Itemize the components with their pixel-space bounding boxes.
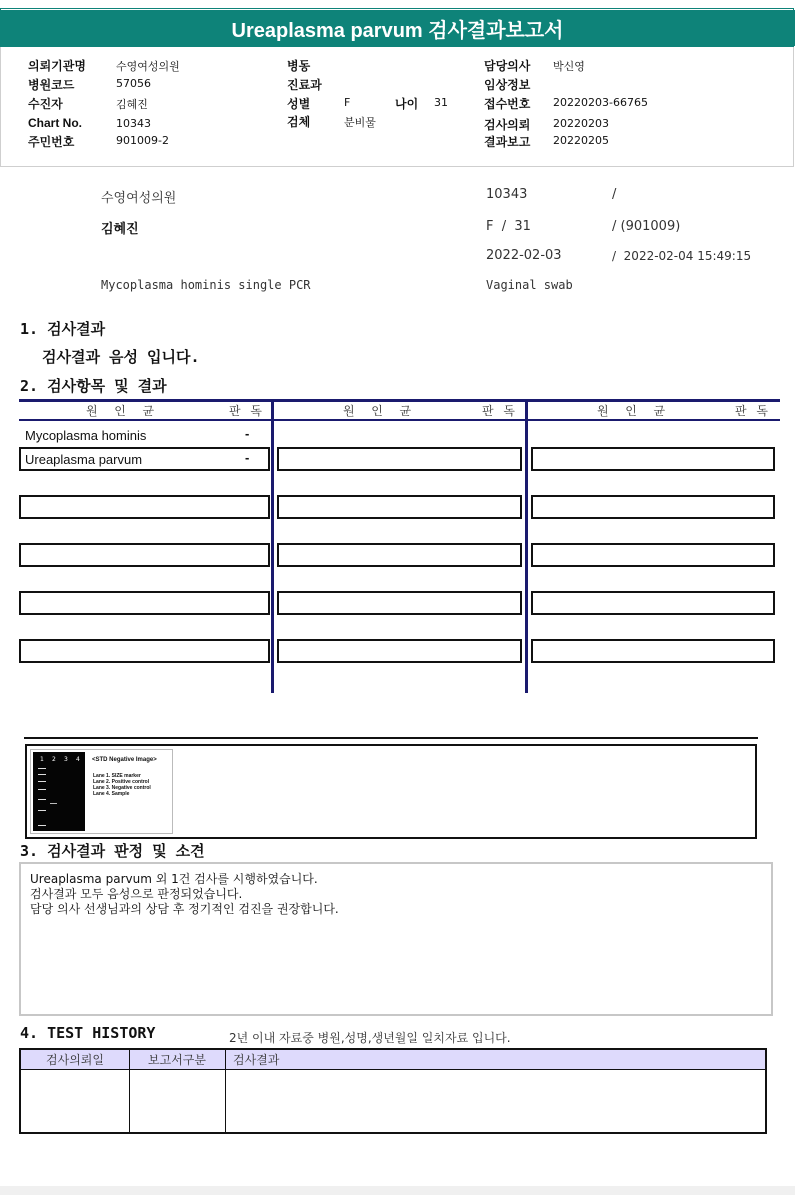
gel-lane-label: 1 <box>40 756 44 763</box>
header-label-clinical-info: 임상정보 <box>484 78 531 92</box>
gel-band <box>38 825 46 826</box>
history-col-result: 검사결과 <box>225 1050 765 1070</box>
header-label-department: 진료과 <box>287 78 322 92</box>
result-cell <box>531 495 775 519</box>
header-value-report-date: 20220205 <box>553 134 609 147</box>
result-cell <box>531 543 775 567</box>
gel-band <box>38 768 46 769</box>
header-value-doctor: 박신영 <box>553 60 585 73</box>
header-label-age: 나이 <box>395 97 419 111</box>
gel-lane-label: 4 <box>76 756 80 763</box>
section1-result-text: 검사결과 음성 입니다. <box>42 348 200 366</box>
opinion-line: 담당 의사 선생님과의 상담 후 정기적인 검진을 권장합니다. <box>30 902 339 916</box>
result-cell <box>19 591 270 615</box>
col-pathogen-2: 원 인 균 <box>343 404 415 418</box>
header-value-institution: 수영여성의원 <box>116 60 180 73</box>
gel-legend-item: Lane 1. SIZE marker <box>93 773 141 779</box>
result-cell <box>19 543 270 567</box>
header-label-report-date: 결과보고 <box>484 135 531 149</box>
result-cell <box>277 639 522 663</box>
result-cell <box>277 543 522 567</box>
header-label-institution: 의뢰기관명 <box>28 59 86 73</box>
gel-legend-item: Lane 3. Negative control <box>93 785 151 791</box>
result-cell <box>19 495 270 519</box>
col-pathogen-1: 원 인 균 <box>86 404 158 418</box>
result-value-ureaplasma: - <box>245 450 250 465</box>
summary-test-name: Mycoplasma hominis single PCR <box>101 278 311 292</box>
result-name-ureaplasma: Ureaplasma parvum <box>25 452 143 467</box>
header-label-request-date: 검사의뢰 <box>484 118 531 132</box>
summary-hospital: 수영여성의원 <box>101 191 177 206</box>
result-value-mycoplasma: - <box>245 426 250 441</box>
gel-photo <box>33 752 85 831</box>
result-cell <box>531 639 775 663</box>
col-judgement-2: 판 독 <box>482 404 518 418</box>
gel-top-rule <box>24 737 758 739</box>
header-label-doctor: 담당의사 <box>484 59 531 73</box>
history-col-divider <box>129 1050 130 1132</box>
summary-chart-no: 10343 <box>486 187 528 202</box>
history-col-request-date: 검사의뢰일 <box>21 1050 129 1070</box>
header-value-chart-no: 10343 <box>116 117 151 130</box>
results-divider-2 <box>525 400 528 693</box>
summary-request-date: 2022-02-03 <box>486 248 562 263</box>
col-pathogen-3: 원 인 균 <box>597 404 669 418</box>
gel-legend-item: Lane 4. Sample <box>93 791 130 797</box>
gel-band <box>50 803 57 804</box>
gel-legend <box>93 773 151 797</box>
gel-lane-label: 2 <box>52 756 56 763</box>
result-cell <box>531 447 775 471</box>
history-col-divider <box>225 1050 226 1132</box>
section4-title: 4. TEST HISTORY <box>20 1024 156 1042</box>
history-note: 2년 이내 자료중 병원,성명,생년월일 일치자료 입니다. <box>229 1031 511 1045</box>
summary-report-datetime: / 2022-02-04 15:49:15 <box>612 249 752 263</box>
summary-sex-age: F / 31 <box>486 219 531 234</box>
result-cell <box>277 495 522 519</box>
header-value-request-date: 20220203 <box>553 117 609 130</box>
header-value-hospital-code: 57056 <box>116 77 151 90</box>
history-col-report-type: 보고서구분 <box>129 1050 225 1070</box>
result-cell <box>277 591 522 615</box>
gel-lane-label: 3 <box>64 756 68 763</box>
gel-band <box>38 774 46 775</box>
header-label-id-number: 주민번호 <box>28 135 75 149</box>
result-cell <box>277 447 522 471</box>
header-value-sex: F <box>344 96 351 109</box>
result-cell <box>531 591 775 615</box>
col-judgement-1: 판 독 <box>229 404 265 418</box>
opinion-line: 검사결과 모두 음성으로 판정되었습니다. <box>30 887 243 901</box>
summary-specimen: Vaginal swab <box>486 278 573 292</box>
header-value-receipt-no: 20220203-66765 <box>553 96 648 109</box>
header-value-id-number: 901009-2 <box>116 134 169 147</box>
opinion-box <box>19 862 773 1016</box>
section3-title: 3. 검사결과 판정 및 소견 <box>20 842 205 860</box>
page-bottom-band <box>0 1186 795 1195</box>
header-label-patient: 수진자 <box>28 97 63 111</box>
summary-birth: / (901009) <box>612 219 681 234</box>
opinion-line: Ureaplasma parvum 외 1건 검사를 시행하였습니다. <box>30 872 318 886</box>
results-header-rule <box>19 419 780 421</box>
gel-legend-item: Lane 2. Positive control <box>93 779 150 785</box>
gel-caption: <STD Negative Image> <box>92 757 157 763</box>
gel-band <box>38 810 46 811</box>
header-label-ward: 병동 <box>287 59 311 73</box>
col-judgement-3: 판 독 <box>735 404 771 418</box>
header-value-specimen: 분비물 <box>344 116 376 129</box>
section2-title: 2. 검사항목 및 결과 <box>20 377 167 395</box>
header-label-hospital-code: 병원코드 <box>28 78 75 92</box>
header-label-sex: 성별 <box>287 97 311 111</box>
gel-band <box>38 799 46 800</box>
summary-slash: / <box>612 187 617 202</box>
report-title: Ureaplasma parvum 검사결과보고서 <box>0 10 795 46</box>
result-cell <box>19 639 270 663</box>
header-value-patient: 김혜진 <box>116 98 148 111</box>
gel-figure <box>30 749 173 834</box>
header-label-chart-no: Chart No. <box>28 116 82 130</box>
section1-title: 1. 검사결과 <box>20 320 106 338</box>
history-table <box>19 1048 767 1134</box>
header-label-receipt-no: 접수번호 <box>484 97 531 111</box>
results-divider-1 <box>271 400 274 693</box>
result-name-mycoplasma: Mycoplasma hominis <box>25 428 147 443</box>
summary-patient: 김혜진 <box>101 222 139 237</box>
header-label-specimen: 검체 <box>287 115 311 129</box>
header-value-age: 31 <box>434 96 448 109</box>
gel-band <box>38 781 46 782</box>
gel-band <box>38 789 46 790</box>
